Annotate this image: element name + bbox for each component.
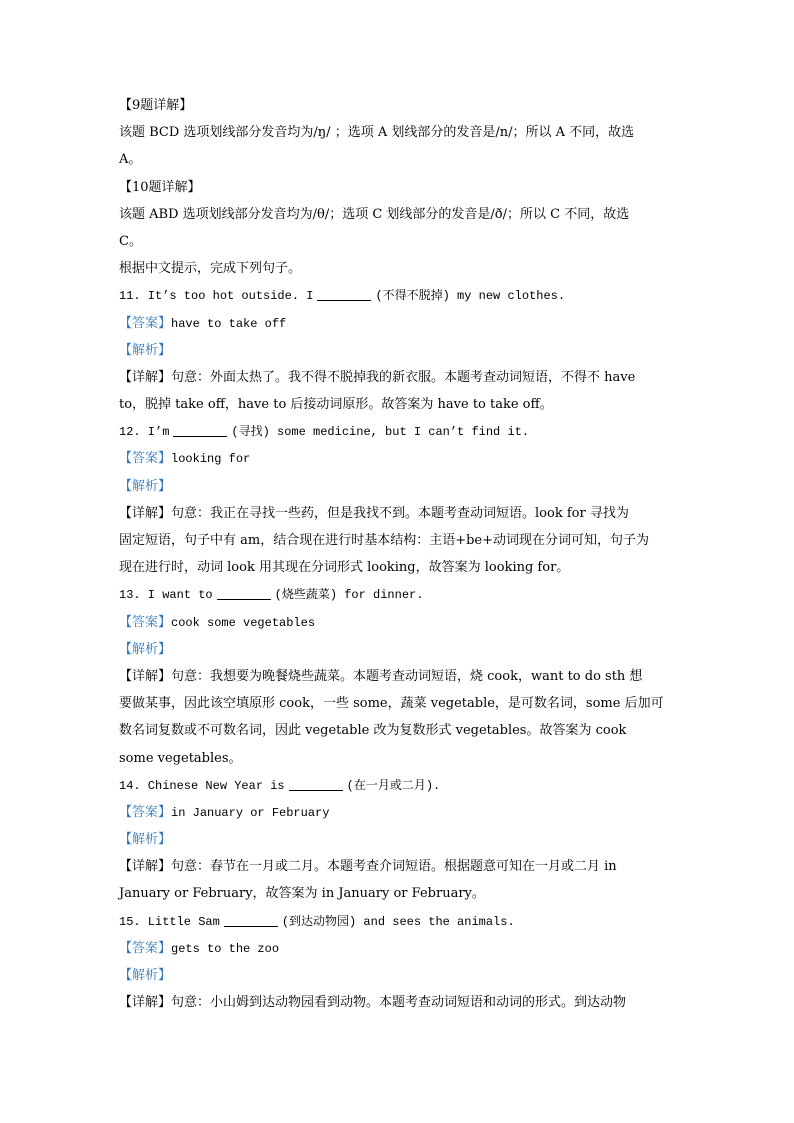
detail-line: to，脱掉 take off，have to 后接动词原形。故答案为 have to take off。: [119, 397, 553, 413]
question-prefix: 12. I’m: [119, 425, 170, 440]
question-13: [119, 581, 679, 608]
analysis-label: 【解析】: [119, 968, 172, 983]
question-12: [119, 418, 679, 445]
answer-blank: [224, 912, 278, 927]
answer-text: in January or February: [171, 805, 330, 820]
answer-label: 【答案】: [119, 315, 172, 331]
detail-text: 句意：我正在寻找一些药，但是我找不到。本题考查动词短语。look for 寻找为: [171, 505, 629, 521]
analysis-label: 【解析】: [119, 832, 172, 848]
analysis-label: 【解析】: [119, 478, 172, 494]
answer-blank: [173, 422, 227, 437]
detail-text: 句意：我想要为晚餐烧些蔬菜。本题考查动词短语，烧 cook，want to do sth 想: [171, 668, 643, 684]
answer-label: 【答案】: [119, 804, 172, 820]
detail-line: some vegetables。: [119, 750, 242, 766]
detail-line: [119, 500, 679, 527]
q9-explanation-line: 该题 BCD 选项划线部分发音均为/ŋ/ ；选项 A 划线部分的发音是/n/；所以 A 不同，故选: [119, 125, 635, 141]
answer-row: [119, 310, 679, 337]
question-suffix: (寻找) some medicine, but I can’t find it.: [231, 425, 530, 440]
answer-text: gets to the zoo: [171, 941, 280, 956]
question-prefix: 15. Little Sam: [119, 914, 220, 929]
answer-text: have to take off: [171, 316, 287, 331]
answer-row: [119, 445, 679, 472]
detail-line: 现在进行时，动词 look 用其现在分词形式 looking，故答案为 looking for。: [119, 560, 570, 576]
detail-label: 【详解】: [119, 859, 172, 875]
question-15: [119, 908, 679, 935]
detail-text: 句意：小山姆到达动物园看到动物。本题考查动词短语和动词的形式。到达动物: [171, 995, 627, 1011]
detail-text: 句意：春节在一月或二月。本题考查介词短语。根据题意可知在一月或二月 in: [171, 859, 617, 875]
question-14: [119, 772, 679, 799]
question-prefix: 13. I want to: [119, 588, 213, 603]
question-prefix: 11. It’s too hot outside. I: [119, 289, 314, 304]
detail-label: 【详解】: [119, 369, 172, 385]
question-suffix: (到达动物园) and sees the animals.: [281, 914, 515, 929]
answer-row: [119, 609, 679, 636]
detail-line: [119, 989, 679, 1016]
detail-line: [119, 663, 679, 690]
answer-label: 【答案】: [119, 940, 172, 956]
analysis-label: 【解析】: [119, 641, 172, 657]
answer-text: cook some vegetables: [171, 615, 316, 630]
q10-explanation-line: 该题 ABD 选项划线部分发音均为/θ/；选项 C 划线部分的发音是/ð/；所以 C 不同，故选: [119, 206, 630, 222]
answer-label: 【答案】: [119, 614, 172, 630]
question-suffix: (不得不脱掉) my new clothes.: [375, 289, 566, 304]
detail-label: 【详解】: [119, 505, 172, 521]
analysis-label: 【解析】: [119, 342, 172, 358]
question-suffix: (烧些蔬菜) for dinner.: [274, 588, 424, 603]
q9-header: 【9题详解】: [119, 98, 193, 113]
answer-blank: [317, 286, 371, 301]
answer-label: 【答案】: [119, 451, 172, 467]
detail-line: [119, 853, 679, 880]
document-page: [119, 92, 679, 1016]
answer-text: looking for: [171, 452, 251, 467]
answer-row: [119, 799, 679, 826]
detail-text: 句意：外面太热了。我不得不脱掉我的新衣服。本题考查动词短语，不得不 have: [171, 369, 636, 385]
detail-line: 要做某事，因此该空填原形 cook，一些 some，蔬菜 vegetable，是可数名词，some 后加可: [119, 696, 664, 712]
detail-line: January or February，故答案为 in January or February。: [119, 886, 485, 902]
detail-line: [119, 364, 679, 391]
detail-label: 【详解】: [119, 995, 172, 1011]
answer-row: [119, 935, 679, 962]
detail-line: 数名词复数或不可数名词，因此 vegetable 改为复数形式 vegetables。故答案为 cook: [119, 723, 627, 739]
question-prefix: 14. Chinese New Year is: [119, 778, 285, 793]
detail-label: 【详解】: [119, 668, 172, 684]
q10-header: 【10题详解】: [119, 179, 201, 195]
question-suffix: (在一月或二月).: [346, 778, 441, 793]
q9-explanation-line: A。: [119, 152, 142, 168]
section-instruction: 根据中文提示，完成下列句子。: [119, 261, 302, 277]
detail-line: 固定短语，句子中有 am，结合现在进行时基本结构：主语+be+动词现在分词可知，句子为: [119, 533, 650, 548]
q10-explanation-line: C。: [119, 233, 142, 249]
answer-blank: [289, 776, 343, 791]
answer-blank: [217, 585, 271, 600]
question-11: [119, 282, 679, 309]
